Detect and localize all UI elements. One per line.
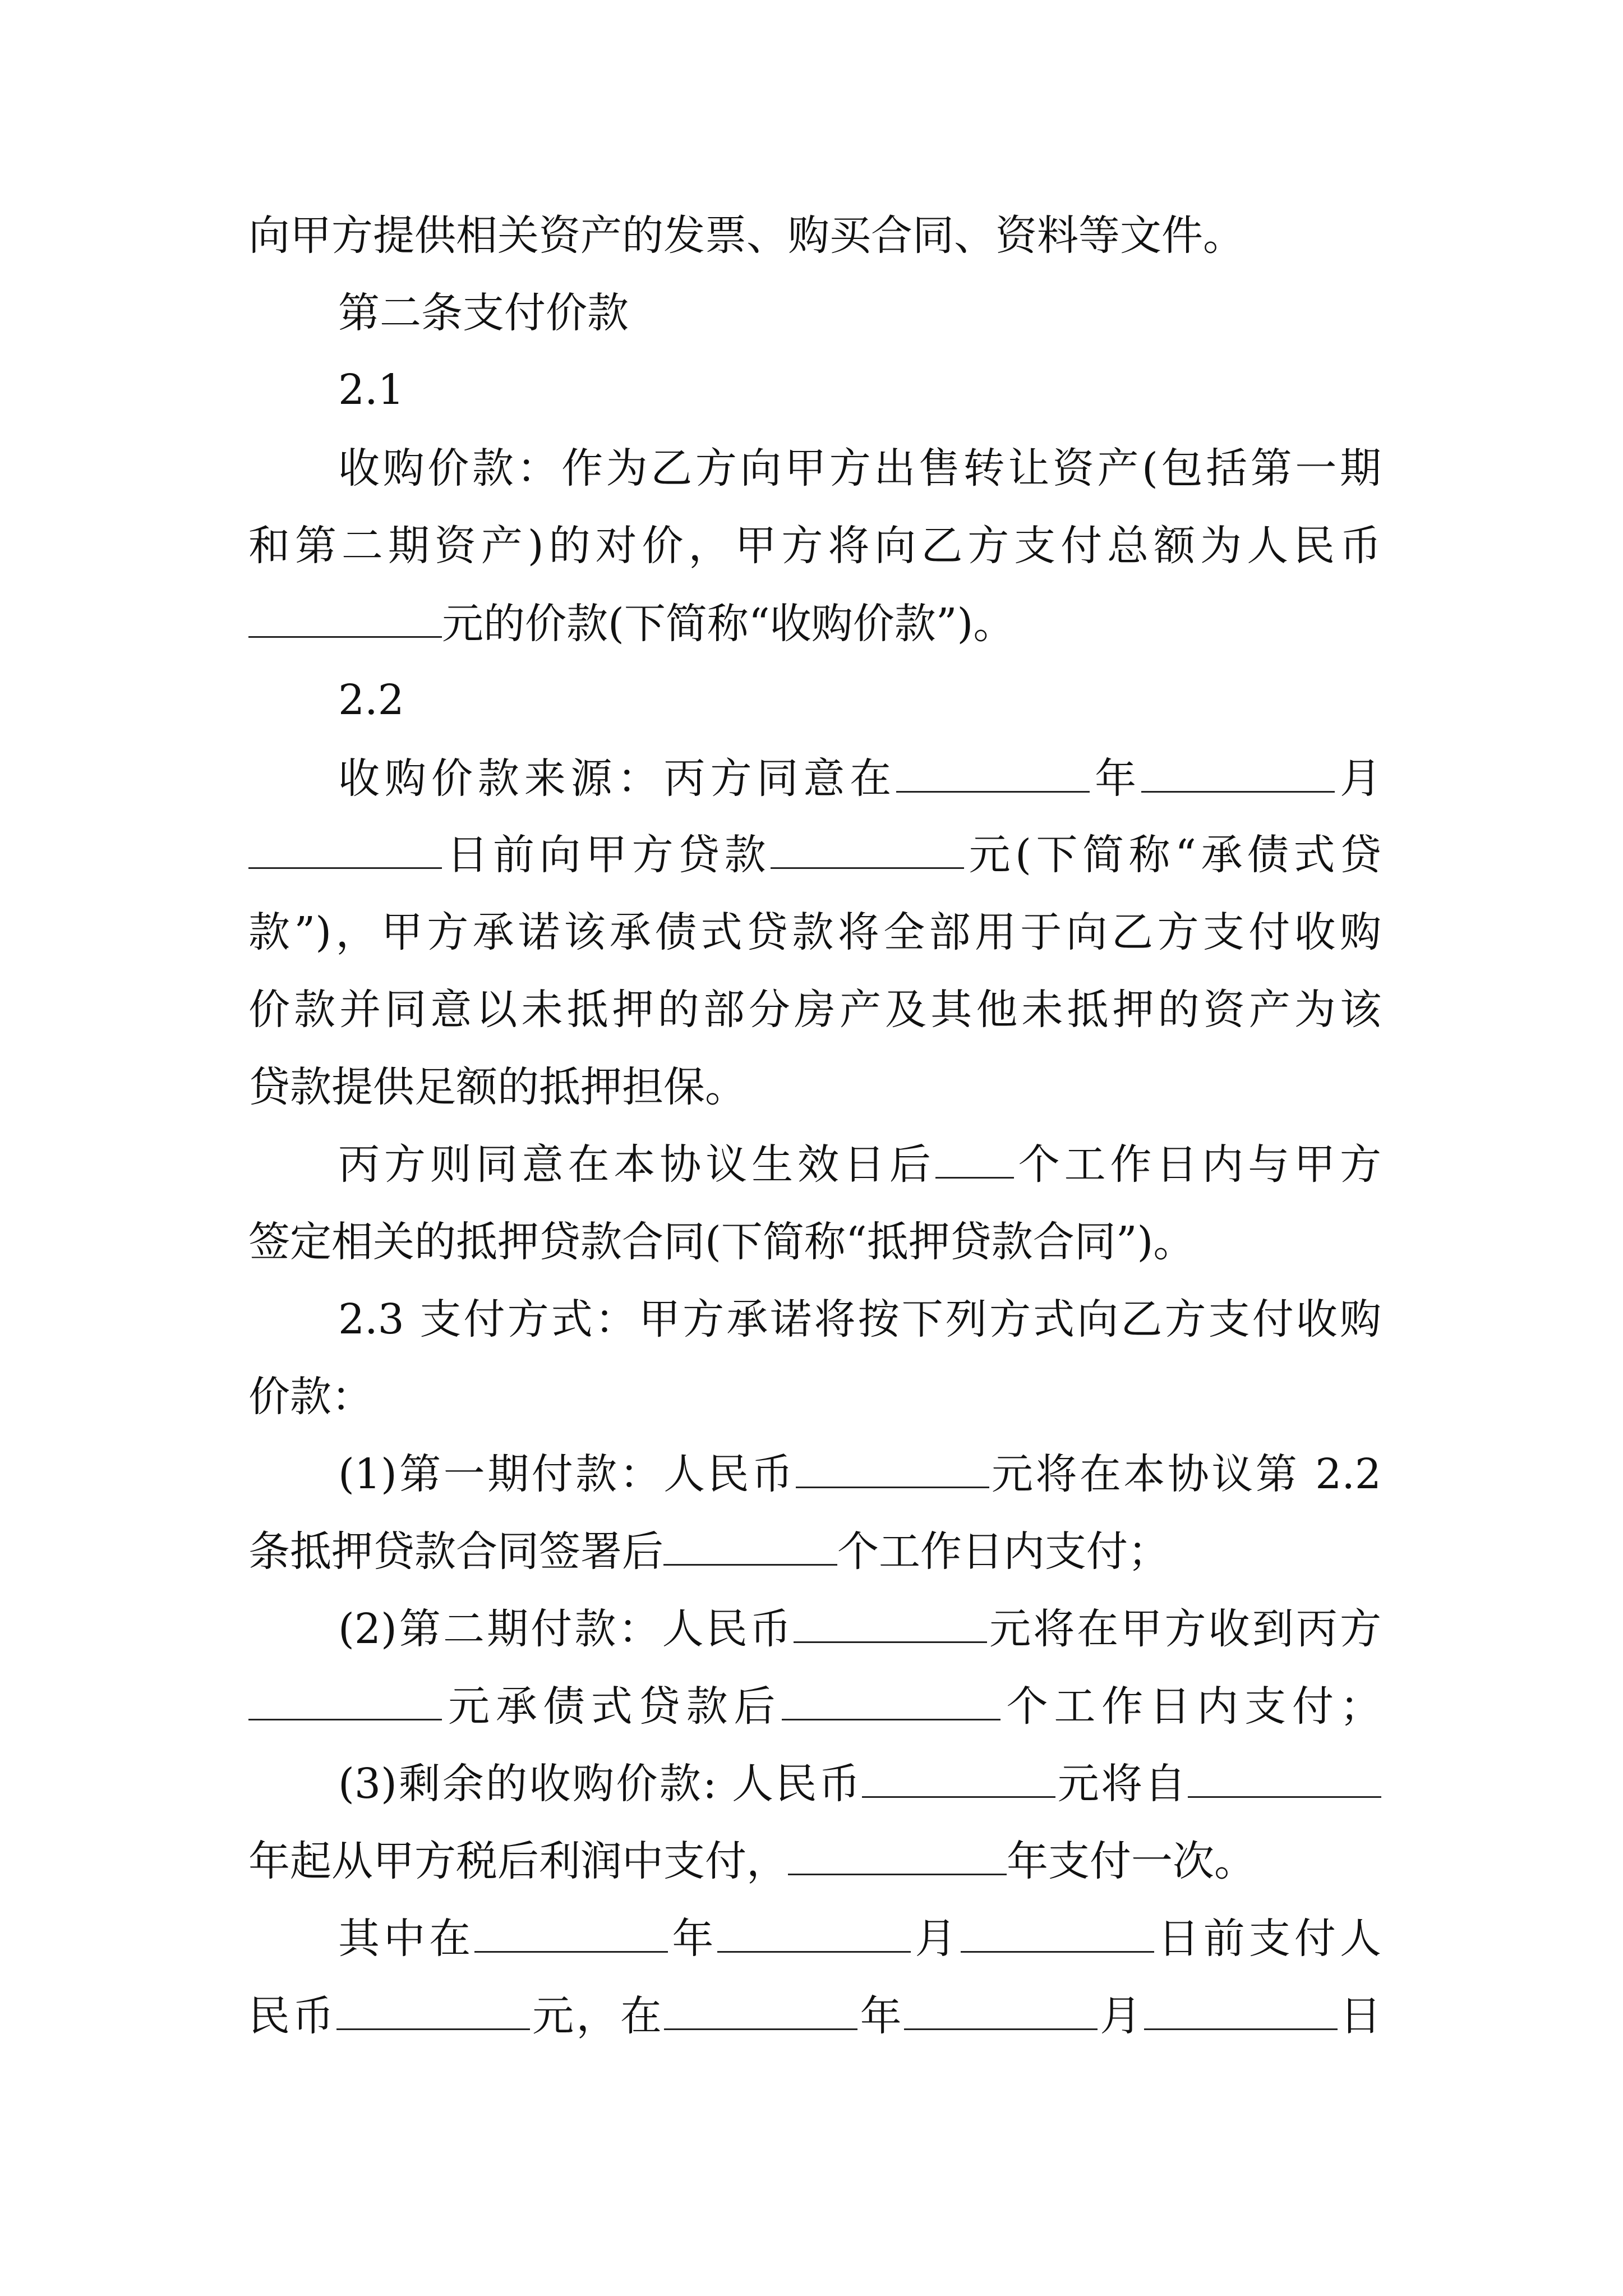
paragraph-text: 元，在: [529, 1992, 665, 2040]
fill-in-blank[interactable]: [788, 1837, 1007, 1875]
text-line: [248, 982, 1381, 1038]
fill-in-blank[interactable]: [961, 1914, 1154, 1953]
paragraph-text: 收购价款来源：丙方同意在: [338, 754, 897, 803]
fill-in-blank[interactable]: [782, 1682, 1000, 1720]
paragraph-text: (2)第二期付款：人民币: [338, 1605, 794, 1653]
clause-number-text: 2.1: [338, 366, 404, 414]
clause-number-text: 2.2: [338, 676, 404, 724]
clause-number: [338, 362, 1381, 418]
paragraph-text: 日前支付人: [1154, 1915, 1381, 1963]
paragraph-text: 元将在本协议第 2.2: [989, 1450, 1381, 1498]
paragraph-text: 向甲方提供相关资产的发票、购买合同、资料等文件。: [248, 211, 1244, 260]
paragraph-text: 年: [857, 1992, 904, 2040]
paragraph-text: 2.3 支付方式：甲方承诺将按下列方式向乙方支付收购: [338, 1295, 1381, 1343]
text-line: [248, 1369, 1381, 1425]
paragraph-text: 价款：: [248, 1373, 373, 1421]
paragraph-text: 元(下简称“承债式贷: [964, 831, 1381, 879]
paragraph-text: 款”)，甲方承诺该承债式贷款将全部用于向乙方支付收购: [248, 908, 1381, 956]
paragraph-text: 个工作日内与甲方: [1013, 1140, 1381, 1189]
paragraph-text: (3)剩余的收购价款: 人民币: [338, 1760, 863, 1808]
paragraph-text: 民币: [248, 1992, 336, 2040]
paragraph-text: 其中在: [338, 1915, 475, 1963]
text-line: [338, 751, 1381, 807]
fill-in-blank[interactable]: [794, 1604, 987, 1643]
paragraph-text: 贷款提供足额的抵押担保。: [248, 1063, 746, 1111]
text-line: [248, 1214, 1381, 1270]
text-line: [248, 904, 1381, 960]
fill-in-blank[interactable]: [935, 1140, 1014, 1179]
fill-in-blank[interactable]: [896, 754, 1090, 793]
text-line: [338, 1601, 1381, 1657]
fill-in-blank[interactable]: [1141, 754, 1335, 793]
paragraph-text: 年: [1090, 754, 1142, 803]
paragraph-text: 日前向甲方贷款: [442, 831, 771, 879]
paragraph-text: 收购价款：作为乙方向甲方出售转让资产(包括第一期: [338, 444, 1381, 493]
paragraph-text: 元承债式贷款后: [442, 1682, 782, 1731]
text-line: [248, 827, 1381, 883]
text-line: [248, 1524, 1381, 1580]
clause-number: [338, 672, 1381, 728]
fill-in-blank[interactable]: [717, 1914, 911, 1953]
paragraph-text: 年起从甲方税后利润中支付，: [248, 1837, 788, 1885]
fill-in-blank[interactable]: [771, 830, 964, 869]
fill-in-blank[interactable]: [904, 1991, 1098, 2030]
text-line: [248, 1059, 1381, 1115]
fill-in-blank[interactable]: [664, 1991, 857, 2030]
text-line: [338, 440, 1381, 496]
fill-in-blank[interactable]: [663, 1527, 837, 1566]
fill-in-blank[interactable]: [248, 1682, 442, 1720]
fill-in-blank[interactable]: [1188, 1759, 1381, 1798]
paragraph-text: 元将在甲方收到丙方: [986, 1605, 1381, 1653]
text-line: [338, 1911, 1381, 1967]
fill-in-blank[interactable]: [796, 1450, 989, 1488]
paragraph-text: 月: [1097, 1992, 1144, 2040]
section-heading: [338, 285, 1381, 341]
text-line: [338, 1291, 1381, 1347]
paragraph-text: 价款并同意以未抵押的部分房产及其他未抵押的资产为该: [248, 986, 1381, 1034]
paragraph-text: 月: [911, 1915, 961, 1963]
fill-in-blank[interactable]: [862, 1759, 1055, 1798]
paragraph-text: 元的价款(下简称“收购价款”)。: [442, 600, 1015, 648]
fill-in-blank[interactable]: [248, 599, 442, 638]
paragraph-text: 年支付一次。: [1007, 1837, 1256, 1885]
paragraph-text: 个工作日内支付；: [837, 1527, 1169, 1576]
text-line: [248, 1988, 1381, 2044]
paragraph-text: 签定相关的抵押贷款合同(下简称“抵押贷款合同”)。: [248, 1218, 1195, 1266]
paragraph-text: (1)第一期付款：人民币: [338, 1450, 796, 1498]
fill-in-blank[interactable]: [1144, 1991, 1338, 2030]
text-line: [338, 1756, 1381, 1812]
paragraph-text: 月: [1335, 754, 1381, 803]
paragraph-text: 元将自: [1055, 1760, 1188, 1808]
section-title: 第二条支付价款: [338, 289, 629, 337]
paragraph-text: 条抵押贷款合同签署后: [248, 1527, 663, 1576]
text-line: [248, 1833, 1381, 1889]
text-line: [248, 518, 1381, 574]
paragraph-text: 年: [668, 1915, 718, 1963]
text-line: [248, 208, 1381, 264]
fill-in-blank[interactable]: [336, 1991, 530, 2030]
text-line: [338, 1137, 1381, 1193]
text-line: [248, 1678, 1381, 1734]
fill-in-blank[interactable]: [248, 830, 442, 869]
paragraph-text: 和第二期资产)的对价，甲方将向乙方支付总额为人民币: [248, 522, 1381, 570]
text-line: [338, 1446, 1381, 1502]
paragraph-text: 个工作日内支付；: [1000, 1682, 1381, 1731]
paragraph-text: 日: [1337, 1992, 1381, 2040]
fill-in-blank[interactable]: [474, 1914, 668, 1953]
paragraph-text: 丙方则同意在本协议生效日后: [338, 1140, 935, 1189]
text-line: [248, 596, 1381, 652]
